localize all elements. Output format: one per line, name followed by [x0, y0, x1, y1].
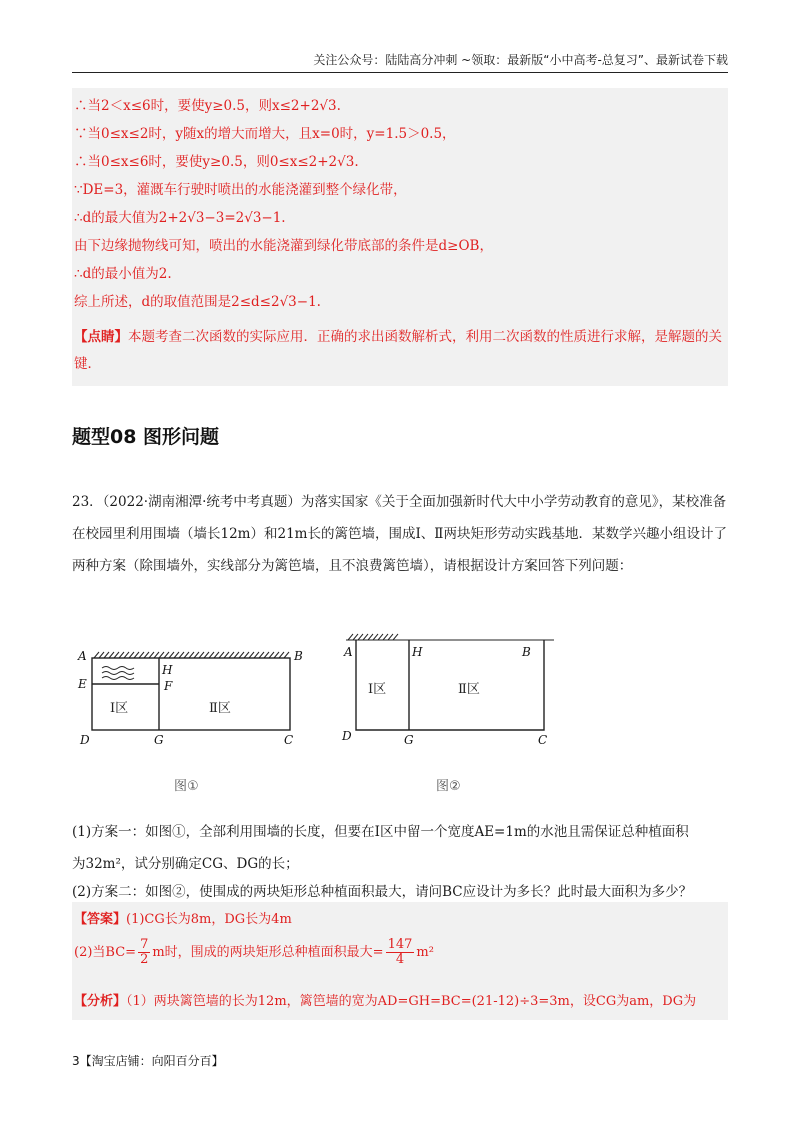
solution-line: 由下边缘抛物线可知，喷出的水能浇灌到绿化带底部的条件是d≥OB，: [74, 238, 493, 254]
answer-2-suffix: m²: [416, 945, 434, 960]
label-b: B: [522, 645, 531, 659]
hatch-stroke: [159, 652, 164, 658]
solution-line: ∵DE=3，灌溉车行驶时喷出的水能浇灌到整个绿化带，: [74, 182, 407, 198]
hatch-stroke: [274, 652, 279, 658]
comment-text: 本题考查二次函数的实际应用．正确的求出函数解析式，利用二次函数的性质进行求解，是解题的关键．: [74, 329, 722, 372]
figure-2: [336, 628, 566, 798]
fraction-numerator: 147: [387, 937, 413, 952]
region-2-label: Ⅱ区: [458, 682, 480, 697]
section-title: 题型08 图形问题: [72, 426, 220, 448]
hatch-stroke: [239, 652, 244, 658]
hatch-stroke: [129, 652, 134, 658]
solution-line: ∵当0≤x≤2时，y随x的增大而增大，且x=0时，y=1.5＞0.5，: [74, 126, 456, 142]
hatch-stroke: [254, 652, 259, 658]
hatch-stroke: [373, 634, 378, 640]
wall-hatch: [92, 652, 290, 658]
fraction-7-2: [138, 938, 150, 967]
sub-question-2: (2)方案二：如图②，使围成的两块矩形总种植面积最大，请问BC应设计为多长？此时最大面积为多少？: [72, 884, 693, 900]
hatch-stroke: [144, 652, 149, 658]
hatch-stroke: [104, 652, 109, 658]
hatch-stroke: [199, 652, 204, 658]
solution-line: ∴d的最小值为2.: [74, 266, 172, 282]
analysis-label: 【分析】: [74, 994, 127, 1009]
label-e: E: [78, 677, 87, 691]
figure-2-caption: 图②: [436, 779, 461, 794]
figure-1: [72, 628, 312, 798]
question-text: 23．（2022·湖南湘潭·统考中考真题）为落实国家《关于全面加强新时代大中小学劳动教育的意见》，某校准备在校园里利用围墙（墙长12m）和21m长的篱笆墙，围成Ⅰ、Ⅱ两块矩形劳动实践基地．某数学兴趣小组设计了两种方案（除围墙外，实线部分为篱笆墙，且不浪费篱笆墙），请根据设计方案回答下列问题：: [72, 494, 727, 574]
hatch-stroke: [378, 634, 383, 640]
label-b: B: [294, 649, 303, 663]
label-c: C: [538, 733, 548, 747]
comment-label: 【点睛】: [74, 329, 128, 345]
hatch-stroke: [249, 652, 254, 658]
fraction-denominator: 2: [140, 952, 149, 967]
analysis-line: [74, 990, 696, 1009]
hatch-stroke: [194, 652, 199, 658]
page-footer: 3【淘宝店铺：向阳百分百】: [72, 1054, 224, 1068]
hatch-stroke: [119, 652, 124, 658]
hatch-stroke: [259, 652, 264, 658]
solution-line: ∴当2＜x≤6时，要使y≥0.5，则x≤2+2√3.: [74, 98, 341, 114]
solution-line: 综上所述，d的取值范围是2≤d≤2√3−1.: [74, 294, 321, 310]
hatch-stroke: [348, 634, 353, 640]
label-d: D: [342, 729, 352, 743]
label-g: G: [154, 733, 164, 747]
solution-line: ∴d的最大值为2+2√3−3=2√3−1.: [74, 210, 286, 226]
region-1-label: Ⅰ区: [368, 682, 387, 697]
page-header: 关注公众号：陆陆高分冲刺 ~领取：最新版“小中高考-总复习”、最新试卷下载: [72, 50, 728, 73]
answer-line-2: [74, 938, 434, 967]
hatch-stroke: [279, 652, 284, 658]
hatch-stroke: [269, 652, 274, 658]
hatch-stroke: [169, 652, 174, 658]
hatch-stroke: [393, 634, 398, 640]
region-2-label: Ⅱ区: [209, 701, 231, 716]
hatch-stroke: [109, 652, 114, 658]
sub-question-1-line-1: (1)方案一：如图①，全部利用围墙的长度，但要在Ⅰ区中留一个宽度AE=1m的水池且需保证总种植面积: [72, 824, 689, 840]
hatch-stroke: [94, 652, 99, 658]
figure-1-caption: 图①: [174, 779, 199, 794]
sub-question-1-line-2: 为32m²，试分别确定CG、DG的长；: [72, 856, 299, 872]
hatch-stroke: [209, 652, 214, 658]
answer-label: 【答案】: [74, 912, 127, 927]
hatch-stroke: [154, 652, 159, 658]
hatch-stroke: [139, 652, 144, 658]
hatch-stroke: [353, 634, 358, 640]
label-c: C: [284, 733, 294, 747]
hatch-stroke: [179, 652, 184, 658]
hatch-stroke: [189, 652, 194, 658]
hatch-stroke: [244, 652, 249, 658]
outer-fence: [92, 658, 290, 730]
water-waves: [102, 667, 134, 680]
wall-hatch-2: [346, 634, 554, 640]
label-a: A: [344, 645, 353, 659]
label-h: H: [162, 663, 173, 677]
hatch-stroke: [114, 652, 119, 658]
hatch-stroke: [358, 634, 363, 640]
fraction-147-4: [386, 938, 415, 967]
comment-paragraph: [74, 324, 724, 378]
label-h: H: [412, 645, 423, 659]
hatch-stroke: [368, 634, 373, 640]
region-1-label: Ⅰ区: [110, 701, 129, 716]
hatch-stroke: [164, 652, 169, 658]
hatch-stroke: [234, 652, 239, 658]
label-d: D: [80, 733, 90, 747]
label-a: A: [78, 649, 87, 663]
hatch-stroke: [383, 634, 388, 640]
hatch-stroke: [99, 652, 104, 658]
hatch-stroke: [284, 652, 289, 658]
hatch-stroke: [174, 652, 179, 658]
hatch-stroke: [219, 652, 224, 658]
analysis-text: （1）两块篱笆墙的长为12m，篱笆墙的宽为AD=GH=BC=(21-12)÷3=3m，设CG为am，DG为: [126, 994, 697, 1009]
hatch-stroke: [388, 634, 393, 640]
hatch-stroke: [134, 652, 139, 658]
hatch-stroke: [124, 652, 129, 658]
hatch-stroke: [149, 652, 154, 658]
hatch-stroke: [184, 652, 189, 658]
hatch-stroke: [214, 652, 219, 658]
hatch-stroke: [363, 634, 368, 640]
answer-1: (1)CG长为8m，DG长为4m: [126, 912, 292, 927]
label-f: F: [164, 679, 173, 693]
answer-2-mid: m时，围成的两块矩形总种植面积最大=: [152, 945, 384, 960]
solution-line: ∴当0≤x≤6时，要使y≥0.5，则0≤x≤2+2√3.: [74, 154, 359, 170]
answer-line-1: [74, 908, 292, 927]
hatch-stroke: [224, 652, 229, 658]
hatch-stroke: [229, 652, 234, 658]
fraction-numerator: 7: [140, 937, 149, 952]
answer-2-prefix: (2)当BC=: [74, 945, 137, 960]
hatch-stroke: [264, 652, 269, 658]
label-g: G: [404, 733, 414, 747]
answer-box: [72, 902, 728, 1020]
solution-box: [72, 88, 728, 386]
hatch-stroke: [204, 652, 209, 658]
fraction-denominator: 4: [395, 952, 405, 967]
